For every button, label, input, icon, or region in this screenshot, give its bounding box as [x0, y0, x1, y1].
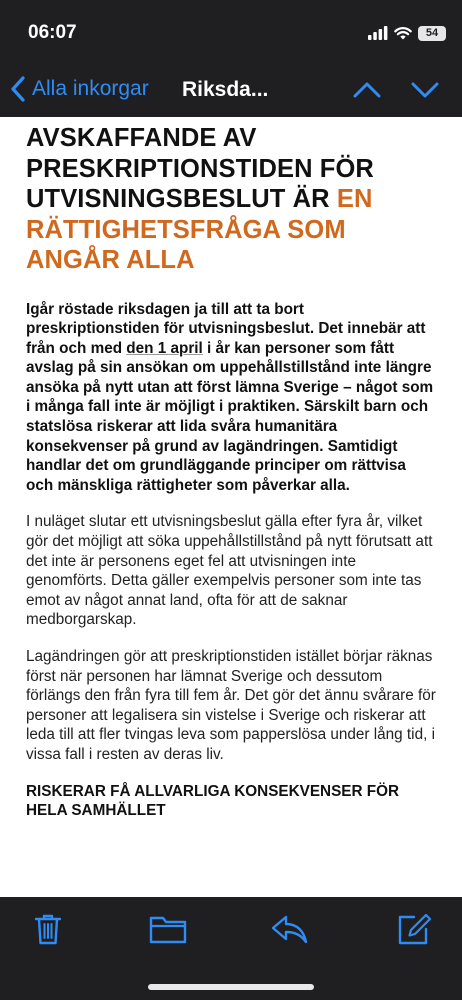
delete-button[interactable]	[28, 911, 68, 947]
article-paragraph-1: I nuläget slutar ett utvisningsbeslut gälla efter fyra år, vilket gör det möjligt att söka uppehållstillstånd på nytt förutsatt att det inte är personens eget fel att utvisningen inte genomförts. Detta gäller exempelvis personer som inte tas emot av något annat land, ofta för att de saknar medborgarskap.	[26, 513, 433, 629]
bottom-toolbar	[0, 897, 462, 1000]
headline-main: AVSKAFFANDE AV PRESKRIPTIONSTIDEN FÖR UTVISNINGSBESLUT ÄR	[26, 124, 374, 213]
battery-icon: 54	[418, 26, 446, 41]
chevron-down-icon	[410, 76, 440, 102]
lead-text-after: i år kan personer som fått avslag på sin ansökan om uppehållstillstånd inte längre ansöka på nytt utan att först lämna Sverige – något som i många fall inte är möjligt i praktiken. Särskilt barn och statslösa riskerar att lida svåra humanitära konsekvenser på grund av lagändringen. Samtidigt handlar det om grundläggande principer om rättvisa och mänskliga rättigheter som påverkar alla.	[26, 339, 434, 494]
chevron-up-icon	[352, 76, 382, 102]
chevron-left-icon	[10, 75, 26, 103]
folder-icon	[148, 913, 188, 945]
status-bar	[0, 0, 462, 62]
date-link[interactable]: den 1 april	[126, 339, 203, 357]
next-message-button[interactable]	[410, 76, 440, 102]
reply-icon	[270, 913, 310, 945]
previous-message-button[interactable]	[352, 76, 382, 102]
move-to-folder-button[interactable]	[148, 911, 188, 947]
signal-icon	[368, 26, 388, 40]
article-lead	[26, 300, 436, 496]
compose-button[interactable]	[394, 911, 434, 947]
back-button[interactable]	[10, 72, 149, 106]
message-body[interactable]	[0, 117, 462, 897]
article-headline	[26, 123, 436, 276]
compose-icon	[396, 912, 432, 946]
back-label: Alla inkorgar	[32, 77, 149, 100]
status-time: 06:07	[28, 22, 77, 43]
article-paragraph-2: Lagändringen gör att preskriptionstiden istället börjar räknas först när personen har lämnat Sverige och dessutom förlängs den från fyra till fem år. Det gör det ännu svårare för personer att legalisera sin vistelse i Sverige och riskerar att leda till att fler tvingas leva som papperslösa under lång tid, i vissa fall i resten av deras liv.	[26, 648, 436, 763]
reply-button[interactable]	[270, 911, 310, 947]
nav-bar	[0, 62, 462, 117]
nav-title: Riksda...	[182, 78, 269, 101]
article-subheading: RISKERAR FÅ ALLVARLIGA KONSEKVENSER FÖR HELA SAMHÄLLET	[26, 782, 400, 820]
lead-text-before: Igår röstade riksdagen ja till att ta bort preskriptionstiden för utvisningsbeslut. Det innebär att från och med	[26, 300, 426, 357]
trash-icon	[33, 912, 63, 946]
status-icons	[368, 24, 446, 42]
headline-accent: EN RÄTTIGHETSFRÅGA SOM ANGÅR ALLA	[26, 185, 373, 274]
wifi-icon	[394, 26, 412, 40]
home-indicator[interactable]	[148, 984, 314, 990]
